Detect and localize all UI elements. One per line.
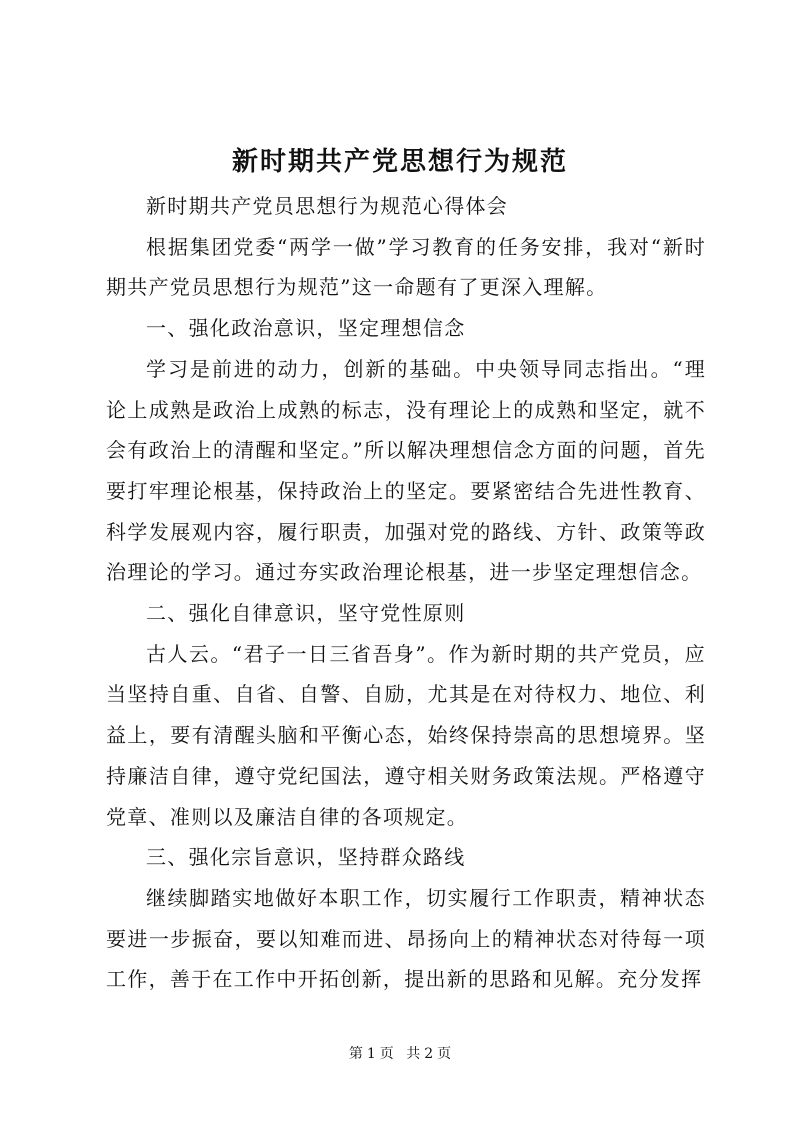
document-body [106, 186, 706, 1000]
page-label: 第 [348, 1046, 363, 1062]
section-heading-3: 三、强化宗旨意识，坚持群众路线 [146, 845, 466, 870]
document-title: 新时期共产党思想行为规范 [231, 147, 568, 177]
intro-paragraph: 根据集团党委“两学一做”学习教育的任务安排，我对“新时期共产党员思想行为规范”这一命题有了更深入理解。 [106, 234, 706, 300]
page-number: 1 [366, 1046, 376, 1062]
subtitle-paragraph: 新时期共产党员思想行为规范心得体会 [146, 194, 509, 218]
total-pages: 2 [424, 1046, 434, 1062]
page-unit: 页 [379, 1046, 394, 1062]
page-indicator [347, 1046, 396, 1062]
section-heading-1: 一、强化政治意识，坚定理想信念 [146, 316, 466, 341]
total-unit: 页 [437, 1046, 452, 1062]
total-label: 共 [406, 1046, 421, 1062]
section-heading-2: 二、强化自律意识，坚守党性原则 [146, 601, 466, 626]
section-paragraph-1: 学习是前进的动力，创新的基础。中央领导同志指出。“理论上成熟是政治上成熟的标志，没有理论上的成熟和坚定，就不会有政治上的清醒和坚定。”所以解决理想信念方面的问题，首先要打牢理论根基，保持政治上的坚定。要紧密结合先进性教育、科学发展观内容，履行职责，加强对党的路线、方针、政策等政治理论的学习。通过夯实政治理论根基，进一步坚定理想信念。 [106, 356, 706, 585]
page-footer [0, 1044, 800, 1064]
total-pages-indicator [404, 1046, 453, 1062]
section-paragraph-3: 继续脚踏实地做好本职工作，切实履行工作职责，精神状态要进一步振奋，要以知难而进、昂扬向上的精神状态对待每一项工作，善于在工作中开拓创新，提出新的思路和见解。充分发挥 [106, 885, 706, 992]
section-paragraph-2: 古人云。“君子一日三省吾身”。作为新时期的共产党员，应当坚持自重、自省、自警、自励，尤其是在对待权力、地位、利益上，要有清醒头脑和平衡心态，始终保持崇高的思想境界。坚持廉洁自律，遵守党纪国法，遵守相关财务政策法规。严格遵守党章、准则以及廉洁自律的各项规定。 [106, 641, 706, 829]
